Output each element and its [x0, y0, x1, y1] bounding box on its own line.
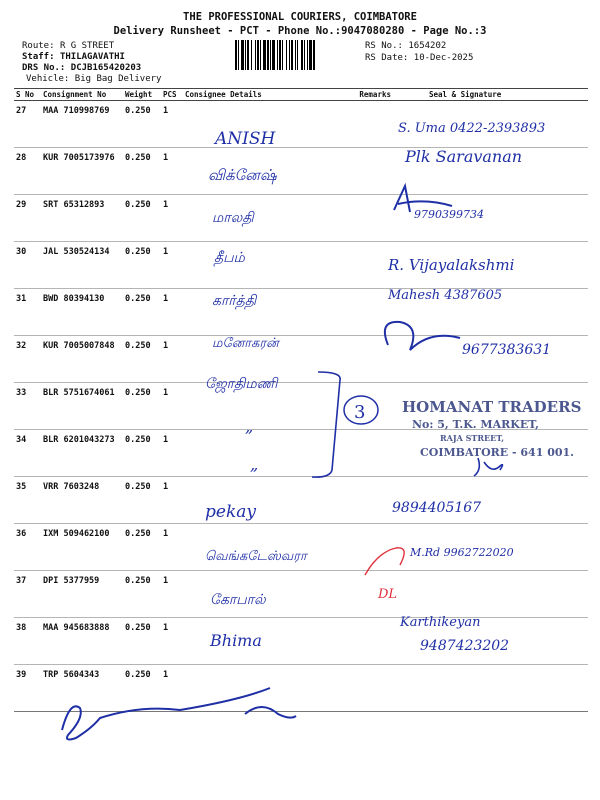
ditto-mark: „ — [245, 417, 254, 436]
stamp-line: No: 5, T.K. MARKET, — [412, 418, 540, 431]
cell-sno: 35 — [14, 477, 41, 524]
cell-sno: 27 — [14, 101, 41, 148]
cell-weight: 0.250 — [123, 618, 161, 665]
cell-remarks — [338, 195, 393, 242]
cell-consignment: JAL 530524134 — [41, 242, 123, 289]
signature-note: Plk Saravanan — [405, 147, 523, 166]
handwritten-name: விக்னேஷ் — [208, 166, 277, 184]
cell-remarks — [338, 618, 393, 665]
barcode-bar — [235, 40, 237, 70]
cell-signature — [393, 383, 588, 430]
cell-signature — [393, 336, 588, 383]
cell-consignment: BWD 80394130 — [41, 289, 123, 336]
barcode-bar — [238, 40, 239, 70]
cell-sno: 37 — [14, 571, 41, 618]
runsheet-table — [14, 88, 588, 712]
barcode-bar — [301, 40, 303, 70]
cell-consignee — [183, 618, 338, 665]
cell-signature — [393, 430, 588, 477]
signature-note: 9487423202 — [420, 638, 510, 654]
table-row — [14, 195, 588, 242]
cell-sno: 28 — [14, 148, 41, 195]
ditto-mark: „ — [250, 455, 259, 474]
vehicle-value: Big Bag Delivery — [74, 74, 162, 84]
signature-note: Karthikeyan — [400, 615, 481, 630]
cell-consignment: IXM 509462100 — [41, 524, 123, 571]
cell-remarks — [338, 383, 393, 430]
drs-value: DCJB165420203 — [70, 63, 142, 73]
cell-consignee — [183, 665, 338, 712]
cell-signature — [393, 289, 588, 336]
table-row — [14, 665, 588, 712]
cell-signature — [393, 242, 588, 289]
cell-pcs: 1 — [161, 571, 183, 618]
cell-consignee — [183, 524, 338, 571]
table-row — [14, 383, 588, 430]
cell-consignment: KUR 7005007848 — [41, 336, 123, 383]
cell-remarks — [338, 430, 393, 477]
signature-note: 9790399734 — [414, 208, 484, 221]
cell-remarks — [338, 148, 393, 195]
cell-remarks — [338, 101, 393, 148]
rs-no-label: RS No.: — [365, 41, 403, 51]
signature-note: 9894405167 — [392, 500, 482, 516]
col-consignee: Consignee Details — [183, 89, 338, 101]
barcode-bar — [267, 40, 269, 70]
handwritten-name: Bhima — [210, 631, 262, 650]
barcode — [235, 40, 360, 70]
cell-sno: 34 — [14, 430, 41, 477]
table-header-row — [14, 89, 588, 101]
cell-consignment: KUR 7005173976 — [41, 148, 123, 195]
col-seal-signature: Seal & Signature — [393, 89, 588, 101]
handwritten-name: மனோகரன் — [212, 336, 279, 351]
vehicle-line — [26, 74, 161, 85]
col-consignment: Consignment No — [41, 89, 123, 101]
cell-weight: 0.250 — [123, 571, 161, 618]
cell-pcs: 1 — [161, 430, 183, 477]
cell-weight: 0.250 — [123, 289, 161, 336]
cell-consignment: VRR 7603248 — [41, 477, 123, 524]
cell-consignee — [183, 430, 338, 477]
cell-signature — [393, 665, 588, 712]
route-label: Route: — [22, 41, 55, 51]
cell-remarks — [338, 524, 393, 571]
signature-note: M.Rd 9962722020 — [410, 546, 514, 559]
barcode-bar — [255, 40, 256, 70]
cell-signature — [393, 195, 588, 242]
cell-pcs: 1 — [161, 242, 183, 289]
staff-value: THILAGAVATHI — [59, 52, 125, 62]
rs-date-value: 10-Dec-2025 — [413, 53, 474, 63]
cell-consignee — [183, 477, 338, 524]
cell-sno: 30 — [14, 242, 41, 289]
cell-signature — [393, 524, 588, 571]
cell-signature — [393, 571, 588, 618]
col-remarks: Remarks — [338, 89, 393, 101]
cell-consignee — [183, 571, 338, 618]
barcode-bar — [247, 40, 249, 70]
cell-remarks — [338, 336, 393, 383]
col-weight: Weight — [123, 89, 161, 101]
vehicle-label: Vehicle: — [26, 74, 70, 84]
cell-weight: 0.250 — [123, 242, 161, 289]
drs-label: DRS No.: — [22, 63, 66, 73]
table-row — [14, 101, 588, 148]
rs-date-line — [365, 53, 473, 64]
table-row — [14, 524, 588, 571]
cell-remarks — [338, 665, 393, 712]
handwritten-name: pekay — [205, 502, 256, 522]
table-row — [14, 289, 588, 336]
barcode-bar — [289, 40, 290, 70]
barcode-bar — [282, 40, 283, 70]
handwritten-name: ANISH — [215, 129, 276, 149]
table-row — [14, 242, 588, 289]
barcode-bar — [304, 40, 305, 70]
handwritten-name: கார்த்தி — [212, 293, 257, 309]
barcode-bar — [279, 40, 281, 70]
table-row — [14, 430, 588, 477]
cell-sno: 32 — [14, 336, 41, 383]
barcode-bar — [263, 40, 266, 70]
cell-sno: 36 — [14, 524, 41, 571]
cell-signature — [393, 477, 588, 524]
barcode-bar — [291, 40, 293, 70]
table-row — [14, 336, 588, 383]
cell-consignment: TRP 5604343 — [41, 665, 123, 712]
cell-sno: 31 — [14, 289, 41, 336]
cell-consignment: SRT 65312893 — [41, 195, 123, 242]
cell-consignment: BLR 6201043273 — [41, 430, 123, 477]
cell-remarks — [338, 242, 393, 289]
cell-sno: 33 — [14, 383, 41, 430]
cell-consignee — [183, 195, 338, 242]
cell-weight: 0.250 — [123, 195, 161, 242]
document-title: THE PROFESSIONAL COURIERS, COIMBATORE — [183, 11, 417, 23]
handwritten-name: ஜோதிமணி — [205, 376, 278, 392]
cell-signature — [393, 148, 588, 195]
cell-consignee — [183, 242, 338, 289]
cell-weight: 0.250 — [123, 665, 161, 712]
cell-consignee — [183, 336, 338, 383]
stamp-name: HOMANAT TRADERS — [402, 398, 582, 416]
signature-note: R. Vijayalakshmi — [388, 256, 515, 274]
rs-date-label: RS Date: — [365, 53, 409, 63]
cell-remarks — [338, 289, 393, 336]
table-row — [14, 571, 588, 618]
barcode-bar — [297, 40, 298, 70]
col-pcs: PCS — [161, 89, 183, 101]
staff-line — [22, 52, 125, 63]
cell-weight: 0.250 — [123, 101, 161, 148]
cell-consignee — [183, 101, 338, 148]
cell-pcs: 1 — [161, 524, 183, 571]
circled-number-text: 3 — [354, 402, 366, 423]
cell-pcs: 1 — [161, 618, 183, 665]
barcode-bar — [277, 40, 278, 70]
barcode-bar — [245, 40, 246, 70]
document-subtitle: Delivery Runsheet - PCT - Phone No.:9047080280 - Page No.:3 — [113, 25, 487, 37]
route-line — [22, 41, 114, 52]
cell-pcs: 1 — [161, 336, 183, 383]
cell-remarks — [338, 571, 393, 618]
cell-pcs: 1 — [161, 383, 183, 430]
table-row — [14, 148, 588, 195]
cell-pcs: 1 — [161, 665, 183, 712]
cell-weight: 0.250 — [123, 477, 161, 524]
stamp-line: COIMBATORE - 641 001. — [420, 446, 574, 459]
cell-sno: 39 — [14, 665, 41, 712]
barcode-bar — [272, 40, 275, 70]
cell-signature — [393, 101, 588, 148]
signature-note: S. Uma 0422-2393893 — [398, 121, 546, 136]
barcode-bar — [313, 40, 315, 70]
cell-weight: 0.250 — [123, 524, 161, 571]
table-row — [14, 477, 588, 524]
signature-note: 9677383631 — [462, 342, 552, 358]
handwritten-name: கோபால் — [210, 592, 266, 608]
cell-weight: 0.250 — [123, 430, 161, 477]
cell-pcs: 1 — [161, 195, 183, 242]
cell-consignment: BLR 5751674061 — [41, 383, 123, 430]
cell-weight: 0.250 — [123, 383, 161, 430]
cell-pcs: 1 — [161, 148, 183, 195]
cell-consignment: MAA 945683888 — [41, 618, 123, 665]
cell-pcs: 1 — [161, 101, 183, 148]
handwritten-name: வெங்கடேஸ்வரா — [205, 549, 307, 564]
cell-consignee — [183, 383, 338, 430]
staff-label: Staff: — [22, 52, 55, 62]
cell-consignment: DPI 5377959 — [41, 571, 123, 618]
cell-weight: 0.250 — [123, 336, 161, 383]
cell-pcs: 1 — [161, 477, 183, 524]
barcode-bar — [307, 40, 308, 70]
stamp-line: RAJA STREET, — [440, 433, 505, 443]
col-sno: S No — [14, 89, 41, 101]
signature-note: Mahesh 4387605 — [388, 288, 503, 303]
cell-remarks — [338, 477, 393, 524]
barcode-bar — [241, 40, 244, 70]
cell-consignee — [183, 148, 338, 195]
barcode-bar — [270, 40, 271, 70]
barcode-bar — [251, 40, 252, 70]
cell-consignment: MAA 710998769 — [41, 101, 123, 148]
barcode-bar — [286, 40, 287, 70]
cell-signature — [393, 618, 588, 665]
table-row — [14, 618, 588, 665]
cell-weight: 0.250 — [123, 148, 161, 195]
handwritten-name: மாலதி — [212, 210, 254, 226]
red-dl-text: DL — [378, 587, 398, 602]
barcode-bar — [309, 40, 312, 70]
handwritten-name: தீபம் — [214, 250, 245, 266]
barcode-bar — [260, 40, 261, 70]
cell-sno: 38 — [14, 618, 41, 665]
barcode-bar — [295, 40, 296, 70]
rs-no-line — [365, 41, 446, 52]
cell-pcs: 1 — [161, 289, 183, 336]
drs-line — [22, 63, 141, 74]
cell-consignee — [183, 289, 338, 336]
rs-no-value: 1654202 — [408, 41, 447, 51]
barcode-bar — [257, 40, 259, 70]
cell-sno: 29 — [14, 195, 41, 242]
route-value: R G STREET — [59, 41, 115, 51]
